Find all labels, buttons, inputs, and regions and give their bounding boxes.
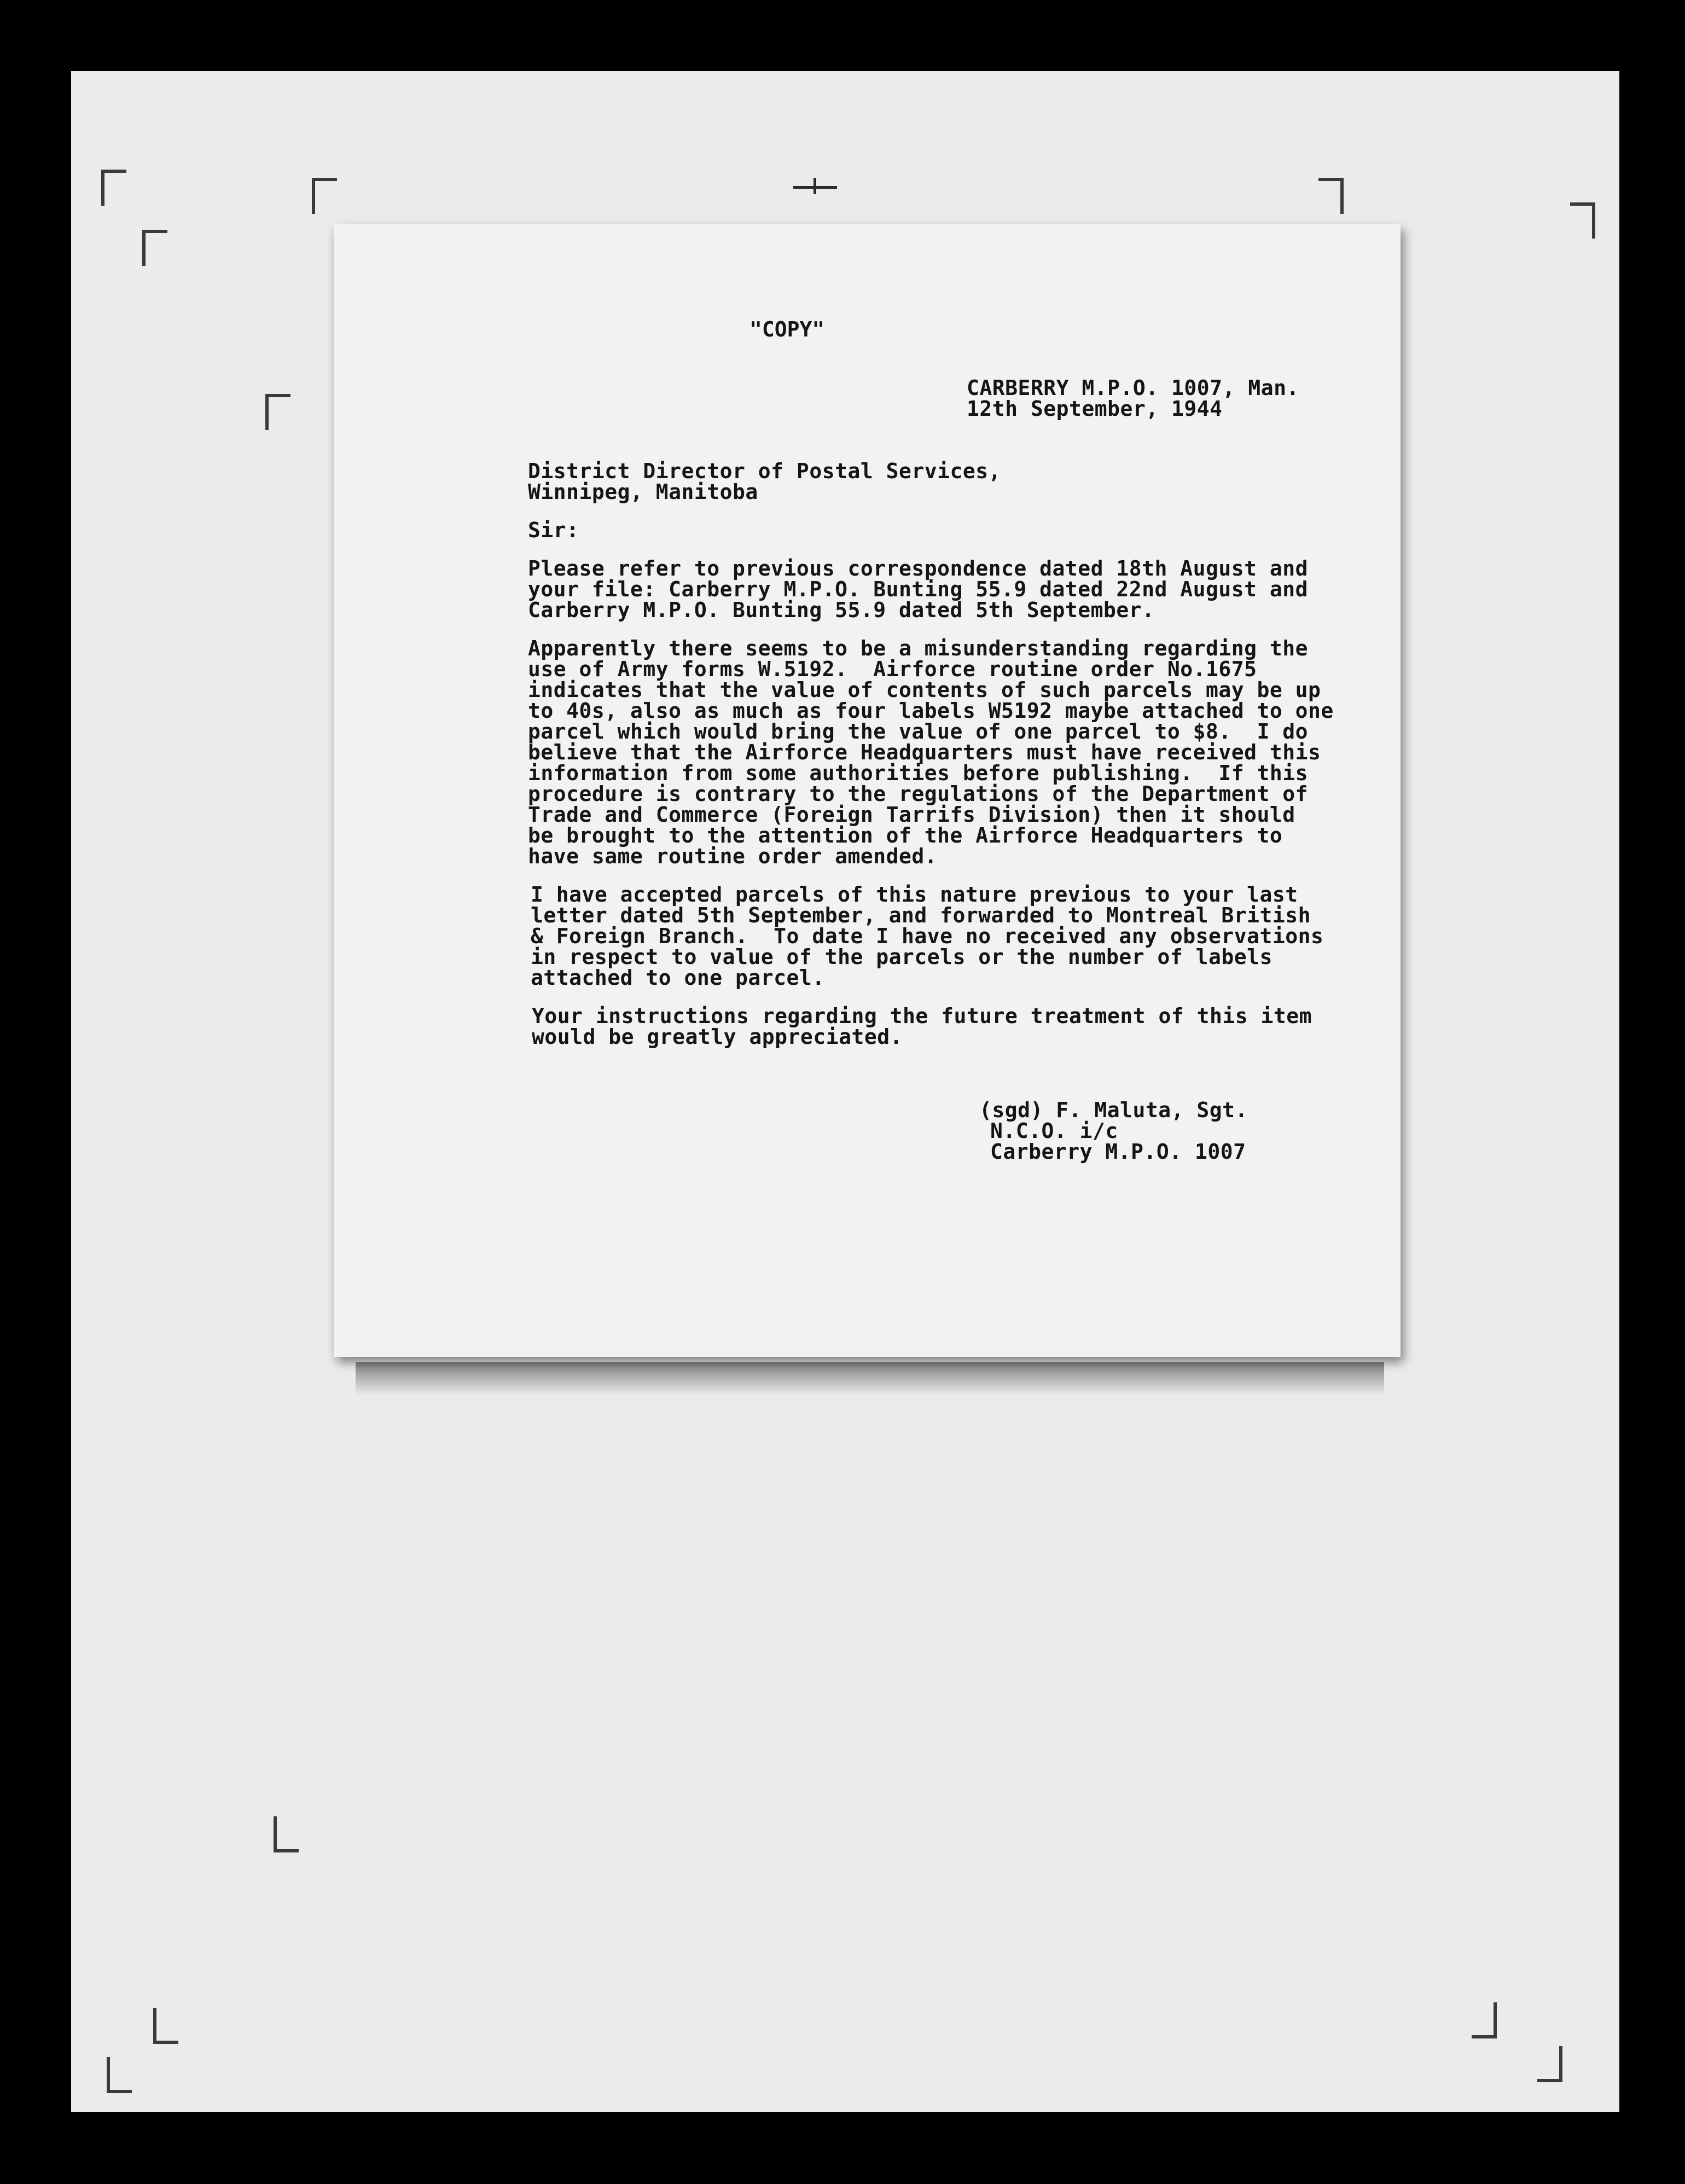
sender-location: CARBERRY M.P.O. 1007, Man. — [967, 376, 1299, 400]
paragraph-4-line: would be greatly appreciated. — [532, 1025, 903, 1049]
salutation: Sir: — [528, 518, 579, 542]
crop-mark-center-plus-vertical — [814, 178, 816, 194]
paragraph-1-line: Carberry M.P.O. Bunting 55.9 dated 5th September. — [528, 598, 1155, 622]
letter-date: 12th September, 1944 — [967, 397, 1223, 421]
paragraph-2-line: be brought to the attention of the Airforce Headquarters to — [528, 823, 1283, 847]
signature-line: Carberry M.P.O. 1007 — [990, 1140, 1246, 1164]
paragraph-2-line: information from some authorities before publishing. If this — [528, 761, 1309, 785]
paragraph-3-line: & Foreign Branch. To date I have no received any observations — [531, 924, 1324, 948]
crop-mark-top-left-inner — [142, 230, 167, 266]
recipient-line: Winnipeg, Manitoba — [528, 480, 758, 504]
paragraph-2-line: Trade and Commerce (Foreign Tarrifs Division) then it should — [528, 803, 1295, 827]
header-mark: "COPY" — [749, 317, 825, 341]
paragraph-2-line: have same routine order amended. — [528, 844, 938, 868]
paragraph-2-line: procedure is contrary to the regulations of the Department of — [528, 782, 1309, 806]
paragraph-1-line: your file: Carberry M.P.O. Bunting 55.9 dated 22nd August and — [528, 577, 1309, 601]
crop-mark-left-mid — [265, 394, 290, 430]
paragraph-2-line: parcel which would bring the value of one parcel to $8. I do — [528, 719, 1309, 744]
paragraph-3-line: letter dated 5th September, and forwarded to Montreal British — [531, 903, 1311, 927]
crop-mark-bottom-left-mid — [274, 1816, 299, 1852]
paragraph-2-line: believe that the Airforce Headquarters must have received this — [528, 740, 1321, 764]
signature-line: (sgd) F. Maluta, Sgt. — [979, 1098, 1248, 1122]
crop-mark-top-right — [1318, 178, 1344, 214]
paragraph-2-line: use of Army forms W.5192. Airforce routine order No.1675 — [528, 657, 1257, 681]
sheet-shadow — [356, 1362, 1384, 1395]
recipient-line: District Director of Postal Services, — [528, 459, 1001, 483]
paragraph-2-line: Apparently there seems to be a misunderstanding regarding the — [528, 636, 1309, 660]
paragraph-3-line: attached to one parcel. — [531, 966, 825, 990]
paragraph-3-line: I have accepted parcels of this nature previous to your last — [531, 882, 1298, 907]
microfilm-frame — [71, 71, 1619, 2112]
paragraph-2-line: indicates that the value of contents of such parcels may be up — [528, 678, 1321, 702]
paragraph-2-line: to 40s, also as much as four labels W5192 maybe attached to one — [528, 699, 1334, 723]
crop-mark-bottom-right-inner — [1472, 2002, 1497, 2038]
letter-sheet — [334, 224, 1401, 1357]
paragraph-1-line: Please refer to previous correspondence dated 18th August and — [528, 556, 1309, 580]
crop-mark-top-right-outer — [1570, 202, 1595, 239]
paragraph-4-line: Your instructions regarding the future treatment of this item — [532, 1004, 1312, 1028]
crop-mark-bottom-right — [1537, 2046, 1562, 2082]
crop-mark-bottom-left-inner — [153, 2008, 178, 2044]
crop-mark-top-left — [101, 170, 126, 206]
paragraph-3-line: in respect to value of the parcels or the number of labels — [531, 945, 1273, 969]
crop-mark-top-left-small — [312, 178, 337, 214]
crop-mark-bottom-left — [107, 2057, 132, 2093]
signature-line: N.C.O. i/c — [990, 1119, 1118, 1143]
